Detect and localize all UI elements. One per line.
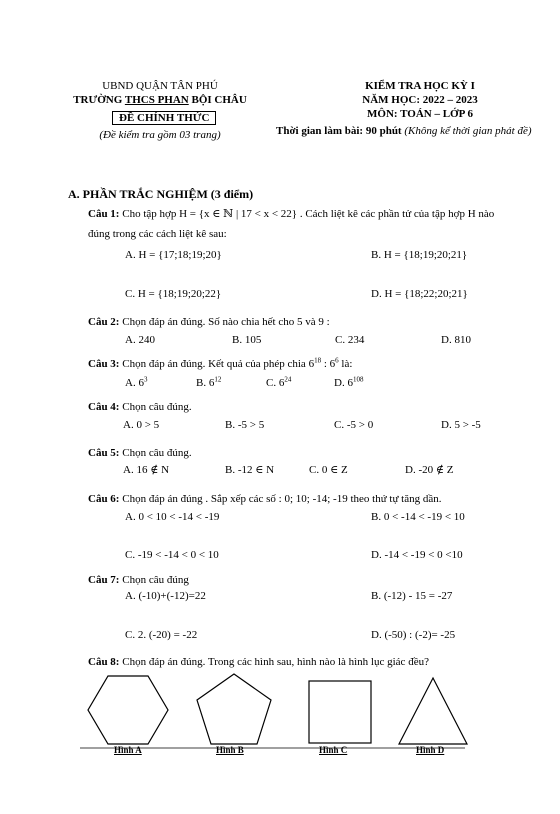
school-name-underlined: THCS PHAN [124,94,189,106]
q4-option-b: B. -5 > 5 [225,419,265,431]
question-8 [88,656,429,668]
shape-caption-a: Hình A [114,745,142,755]
q2-option-a: A. 240 [125,334,155,346]
question-5-label: Câu 5: [88,447,120,459]
question-7-label: Câu 7: [88,574,120,586]
q3-option-a [125,377,147,389]
q4-option-c: C. -5 > 0 [334,419,374,431]
q3-option-d [334,377,363,389]
question-4 [88,401,192,413]
q4-option-d: D. 5 > -5 [441,419,481,431]
school-prefix: TRƯỜNG [73,94,125,106]
question-1-text2: đúng trong các cách liệt kê sau: [88,228,227,240]
q3-c-base: C. 6 [266,377,285,389]
question-5-text: Chọn câu đúng. [122,447,192,459]
question-5 [88,447,192,459]
square-shape [309,681,371,743]
time-note: (Không kể thời gian phát đề) [404,125,532,137]
q3-a-base: A. 6 [125,377,144,389]
q3-c-exp: 24 [284,375,292,384]
question-4-label: Câu 4: [88,401,120,413]
q3-expr-sep: : [321,358,330,370]
q3-a-exp: 3 [143,375,148,384]
question-6-label: Câu 6: [88,493,120,505]
question-2-text: Chọn đáp án đúng. Số nào chia hết cho 5 và 9 : [122,316,330,328]
q3-expr-base1: 6 [308,358,315,370]
section-a-title: A. PHẦN TRẮC NGHIỆM (3 điểm) [68,187,254,201]
header-right-line2: NĂM HỌC: 2022 – 2023 [362,94,478,106]
triangle-shape [399,678,467,744]
q7-option-b: B. (-12) - 15 = -27 [371,590,453,602]
shape-caption-d: Hình D [416,745,445,755]
question-3 [88,358,352,370]
official-exam-stamp: ĐỀ CHÍNH THỨC [112,111,216,125]
q1-option-b: B. H = {18;19;20;21} [371,249,468,261]
school-suffix: BỘI CHÂU [188,94,247,106]
q1-option-c: C. H = {18;19;20;22} [125,288,222,300]
q3-b-base: B. 6 [196,377,215,389]
q1-option-a: A. H = {17;18;19;20} [125,249,222,261]
q3-expr-exp1: 18 [314,356,322,365]
q4-option-a: A. 0 > 5 [123,419,160,431]
question-8-text: Chọn đáp án đúng. Trong các hình sau, hình nào là hình lục giác đều? [122,656,429,668]
q3-b-exp: 12 [214,375,222,384]
question-7 [88,574,189,586]
question-2 [88,316,330,328]
q5-option-b: B. -12 ∈ N [225,464,275,476]
q1-option-d: D. H = {18;22;20;21} [371,288,468,300]
header-left-line1: UBND QUẬN TÂN PHÚ [102,80,218,92]
header-left-note: (Đề kiểm tra gồm 03 trang) [99,129,221,141]
question-3-label: Câu 3: [88,358,120,370]
hexagon-shape [88,676,168,744]
q3-option-b [196,377,221,389]
question-2-label: Câu 2: [88,316,120,328]
q6-option-b: B. 0 < -14 < -19 < 10 [371,511,465,523]
q3-d-exp: 108 [352,375,364,384]
q3-option-c [266,377,291,389]
q3-text-end: là: [338,358,353,370]
q7-option-d: D. (-50) : (-2)= -25 [371,629,456,641]
q7-option-c: C. 2. (-20) = -22 [125,629,198,641]
q2-option-c: C. 234 [335,334,365,346]
header-right-line3: MÔN: TOÁN – LỚP 6 [367,108,473,120]
q2-option-b: B. 105 [232,334,262,346]
q3-expr-base2: 6 [329,358,336,370]
q6-option-a: A. 0 < 10 < -14 < -19 [125,511,220,523]
question-1-label: Câu 1: [88,208,120,220]
q5-option-c: C. 0 ∈ Z [309,464,348,476]
q3-expr-exp2: 6 [335,356,339,365]
q7-option-a: A. (-10)+(-12)=22 [125,590,206,602]
question-8-label: Câu 8: [88,656,120,668]
question-1 [88,207,494,220]
q6-option-d: D. -14 < -19 < 0 <10 [371,549,463,561]
time-text: Thời gian làm bài: 90 phút [276,125,402,137]
q2-option-d: D. 810 [441,334,471,346]
pentagon-shape [197,674,271,744]
header-left-school [55,94,265,106]
shape-caption-b: Hình B [216,745,244,755]
question-4-text: Chọn câu đúng. [122,401,192,413]
question-3-text: Chọn đáp án đúng. Kết quả của phép chia [122,358,306,370]
q3-d-base: D. 6 [334,377,353,389]
header-right-time [276,125,532,137]
question-1-text: Cho tập hợp H = {x ∈ ℕ | 17 < x < 22} . Cách liệt kê các phần tử của tập hợp H nào [122,208,495,220]
q5-option-a: A. 16 ∉ N [123,464,170,476]
question-6-text: Chọn đáp án đúng . Sắp xếp các số : 0; 10; -14; -19 theo thứ tự tăng dần. [122,493,442,505]
question-7-text: Chọn câu đúng [122,574,189,586]
shape-caption-c: Hình C [319,745,348,755]
question-6 [88,493,442,505]
q6-option-c: C. -19 < -14 < 0 < 10 [125,549,219,561]
q5-option-d: D. -20 ∉ Z [405,464,454,476]
header-right-line1: KIỂM TRA HỌC KỲ I [365,80,475,92]
